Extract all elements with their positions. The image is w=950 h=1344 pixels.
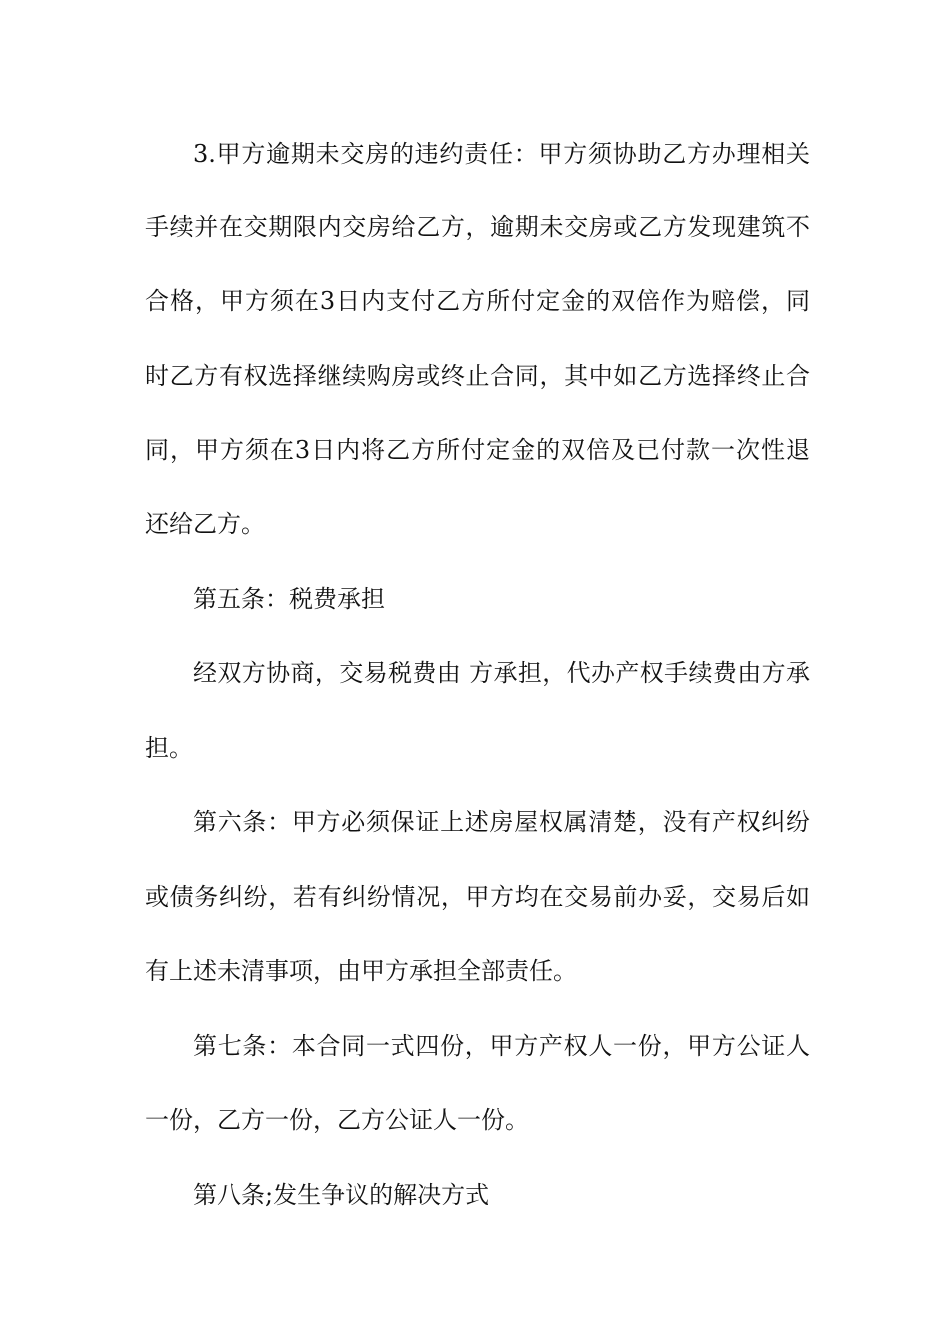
section-heading: 第八条;发生争议的解决方式 <box>193 1181 490 1209</box>
paragraph-line: 同，甲方须在3日内将乙方所付定金的双倍及已付款一次性退 <box>145 436 810 464</box>
paragraph-line: 3.甲方逾期未交房的违约责任：甲方须协助乙方办理相关 <box>193 140 810 168</box>
paragraph-line: 或债务纠纷，若有纠纷情况，甲方均在交易前办妥，交易后如 <box>145 883 810 911</box>
paragraph-line: 时乙方有权选择继续购房或终止合同，其中如乙方选择终止合 <box>145 362 810 390</box>
paragraph-line: 担。 <box>145 734 193 762</box>
paragraph-line: 还给乙方。 <box>145 510 265 538</box>
section-heading: 第五条：税费承担 <box>193 585 385 613</box>
paragraph-line: 合格，甲方须在3日内支付乙方所付定金的双倍作为赔偿，同 <box>145 287 810 315</box>
paragraph-line: 经双方协商，交易税费由 方承担，代办产权手续费由方承 <box>193 659 810 687</box>
paragraph-line: 第六条：甲方必须保证上述房屋权属清楚，没有产权纠纷 <box>193 808 810 836</box>
paragraph-line: 第七条：本合同一式四份，甲方产权人一份，甲方公证人 <box>193 1032 810 1060</box>
paragraph-line: 一份，乙方一份，乙方公证人一份。 <box>145 1106 529 1134</box>
paragraph-line: 手续并在交期限内交房给乙方，逾期未交房或乙方发现建筑不 <box>145 213 810 241</box>
paragraph-line: 有上述未清事项，由甲方承担全部责任。 <box>145 957 577 985</box>
